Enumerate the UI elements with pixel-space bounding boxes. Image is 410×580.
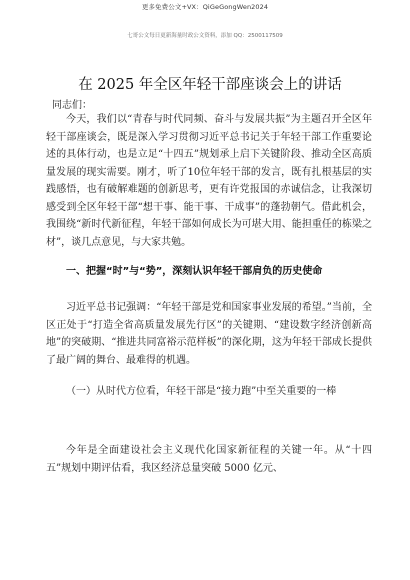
section-heading: 一、把握“时”与“势”，深刻认识年轻干部肩负的历史使命 xyxy=(66,266,323,277)
document-title: 在 2025 年全区年轻干部座谈会上的讲话 xyxy=(78,77,342,93)
body-paragraph: 今天，我们以“青春与时代同频、奋斗与发展共振”为主题召开全区年轻干部座谈会，既是深入学习贯彻习近平总书记关于年轻干部工作重要论述的具体行动，也是立足“十四五”规划承上启下关键阶段、推动全区高质量发展的现实需要。刚才，听了10位年轻干部的发言，既有扎根基层的实践感悟，也有破解难题的创新思考，更有许党报国的赤诚信念，让我深切感受到全区年轻干部“想干事、能干事、干成事”的蓬勃朝气。借此机会，我围绕“新时代新征程，年轻干部如何成长为可堪大用、能担重任的栋梁之材”，谈几点意见，与大家共勉。 xyxy=(46,114,372,248)
subsection-heading: （一）从时代方位看，年轻干部是“接力跑”中至关重要的一棒 xyxy=(66,386,337,397)
greeting: 同志们： xyxy=(52,100,92,111)
body-paragraph: 习近平总书记强调：“年轻干部是党和国家事业发展的希望。”当前，全区正处于“打造全省高质量发展先行区”的关键期、“建设数字经济创新高地”的突破期、“推进共同富裕示范样板”的深化期，这为年轻干部成长提供了最广阔的舞台、最难得的机遇。 xyxy=(46,302,372,366)
body-paragraph: 今年是全面建设社会主义现代化国家新征程的关键一年。从“十四五”规划中期评估看，我区经济总量突破 5000 亿元、 xyxy=(46,445,372,474)
update-notice: 七哥公文每日更新海量时政公文资料，添加 QQ：2500117509 xyxy=(127,33,283,39)
promo-banner: 更多免费公文+VX：QiGeGongWen2024 xyxy=(141,3,269,11)
